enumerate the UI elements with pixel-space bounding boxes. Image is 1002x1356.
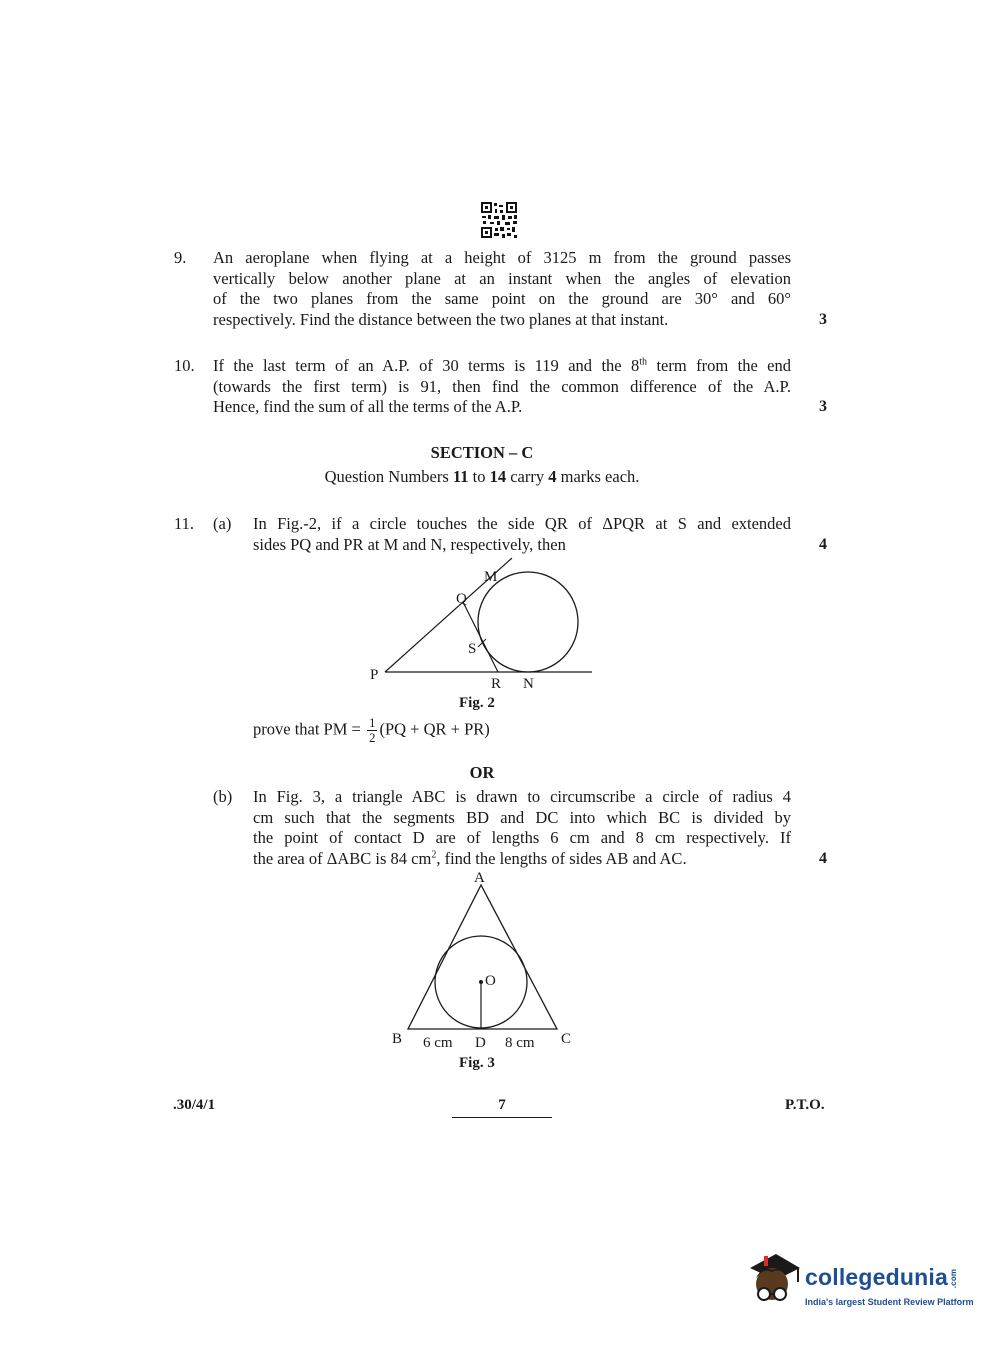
qr-code: [480, 201, 518, 239]
label-s: S: [468, 641, 477, 657]
label-b: B: [392, 1031, 403, 1047]
label-n: N: [523, 676, 534, 692]
text-line: (towards the first term) is 91, then find the common difference of the A.P.: [213, 376, 791, 396]
text-line: In Fig. 3, a triangle ABC is drawn to circumscribe a circle of radius 4: [253, 787, 791, 806]
label-m: M: [484, 569, 498, 585]
or-separator: OR: [469, 763, 495, 782]
label-q: Q: [456, 591, 467, 607]
figure-3: [385, 867, 585, 1072]
text-line: Hence, find the sum of all the terms of the A.P.: [213, 397, 523, 417]
page-number-rule: [452, 1117, 552, 1118]
question-10-text: [213, 356, 791, 418]
brand-name: collegedunia.com: [805, 1264, 959, 1290]
marks: 4: [819, 536, 827, 553]
text-line: the point of contact D are of lengths 6 cm and 8 cm respectively. If: [253, 828, 791, 848]
text-line: vertically below another plane at an instant when the angles of elevation: [213, 268, 791, 288]
question-number: 9.: [174, 248, 187, 267]
triangle-abc: [408, 885, 557, 1029]
text-line: An aeroplane when flying at a height of 3125 m from the ground passes: [213, 248, 791, 267]
marks: 4: [819, 850, 827, 867]
text-line: In Fig.-2, if a circle touches the side QR of ΔPQR at S and extended: [253, 514, 791, 533]
label-o: O: [485, 973, 496, 989]
pto-text: P.T.O.: [785, 1097, 825, 1113]
text-line: cm such that the segments BD and DC into which BC is divided by: [253, 807, 791, 827]
section-subtitle: Question Numbers 11 to 14 carry 4 marks each.: [324, 467, 640, 486]
fraction: $\frac{1}{2}$: [368, 715, 376, 745]
marks: 3: [819, 311, 827, 328]
question-number: 11.: [174, 514, 195, 533]
section-title: SECTION – C: [430, 443, 534, 462]
text-line: of the two planes from the same point on the ground are 30° and 60°: [213, 289, 791, 309]
label-dc-length: 8 cm: [505, 1035, 535, 1051]
center-o: [479, 980, 483, 984]
text-line: If the last term of an A.P. of 30 terms is 119 and the 8th term from the end: [213, 356, 792, 375]
label-c: C: [561, 1031, 572, 1047]
label-d: D: [475, 1035, 486, 1051]
label-r: R: [491, 676, 502, 692]
part-label: (a): [213, 514, 232, 533]
prove-statement: prove that PM = $\frac{1}{2}$ (PQ + QR + PR): [253, 715, 490, 745]
label-a: A: [474, 870, 485, 886]
figure-caption: Fig. 2: [459, 695, 495, 711]
label-bd-length: 6 cm: [423, 1035, 453, 1051]
question-number: 10.: [174, 356, 195, 375]
label-p: P: [370, 667, 379, 683]
paper-code: .30/4/1: [173, 1097, 216, 1113]
page-number: 7: [498, 1097, 506, 1113]
figure-2: [360, 555, 610, 715]
circle: [478, 572, 578, 672]
question-11a-text: [253, 514, 791, 555]
figure-caption: Fig. 3: [459, 1055, 495, 1071]
question-9-text: [213, 248, 791, 330]
question-11b-text: [253, 787, 791, 869]
text-line: the area of ΔABC is 84 $cm^2$, find the lengths of sides AB and AC.: [253, 848, 687, 868]
brand-tagline: India's largest Student Review Platform: [805, 1297, 974, 1307]
marks: 3: [819, 398, 827, 415]
text-line: respectively. Find the distance between the two planes at that instant.: [213, 309, 669, 329]
collegedunia-logo-icon: [742, 1248, 802, 1310]
part-label: (b): [213, 787, 233, 806]
text-line: sides PQ and PR at M and N, respectively, then: [253, 534, 566, 554]
